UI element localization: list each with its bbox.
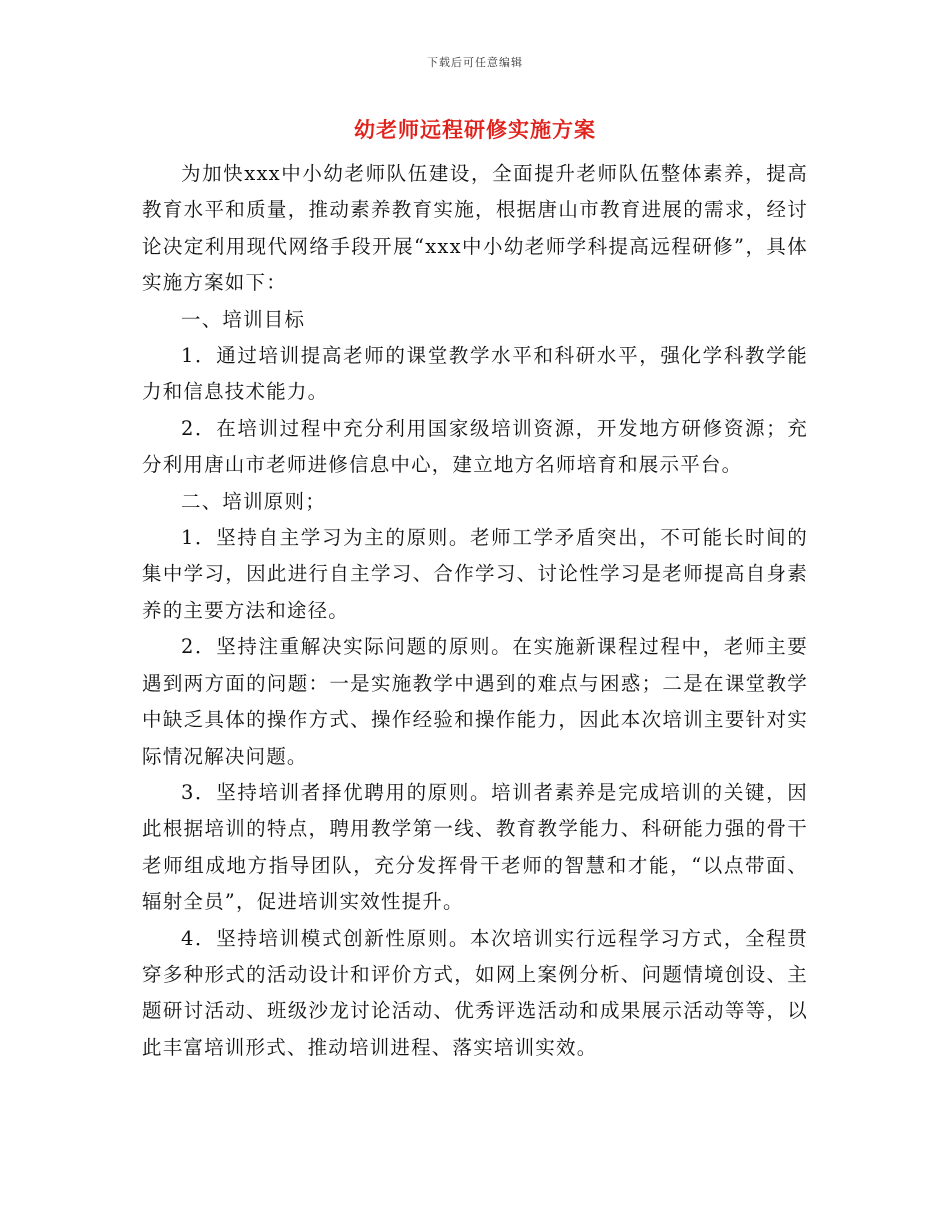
goal-item-2: 2．在培训过程中充分利用国家级培训资源，开发地方研修资源；充分利用唐山市老师进修信息中心，建立地方名师培育和展示平台。 bbox=[142, 416, 808, 477]
principle-item-4: 4．坚持培训模式创新性原则。本次培训实行远程学习方式，全程贯穿多种形式的活动设计和评价方式，如网上案例分析、问题情境创设、主题研讨活动、班级沙龙讨论活动、优秀评选活动和成果展示活动等等，以此丰富培训形式、推动培训进程、落实培训实效。 bbox=[142, 926, 808, 1059]
goal-item-1: 1．通过培训提高老师的课堂教学水平和科研水平，强化学科教学能力和信息技术能力。 bbox=[142, 344, 808, 404]
intro-paragraph: 为加快xxx中小幼老师队伍建设，全面提升老师队伍整体素养，提高教育水平和质量，推动素养教育实施，根据唐山市教育进展的需求，经讨论决定利用现代网络手段开展“xxx中小幼老师学科提高远程研修”，具体实施方案如下： bbox=[142, 162, 808, 295]
document-title: 幼老师远程研修实施方案 bbox=[354, 117, 596, 142]
header-note: 下载后可任意编辑 bbox=[427, 56, 523, 69]
principle-item-1: 1．坚持自主学习为主的原则。老师工学矛盾突出，不可能长时间的集中学习，因此进行自主学习、合作学习、讨论性学习是老师提高自身素养的主要方法和途径。 bbox=[142, 526, 808, 622]
principle-item-3: 3．坚持培训者择优聘用的原则。培训者素养是完成培训的关键，因此根据培训的特点，聘用教学第一线、教育教学能力、科研能力强的骨干老师组成地方指导团队，充分发挥骨干老师的智慧和才能，“以点带面、辐射全员”，促进培训实效性提升。 bbox=[142, 780, 808, 914]
section-heading-principles: 二、培训原则； bbox=[181, 489, 326, 513]
principle-item-2: 2．坚持注重解决实际问题的原则。在实施新课程过程中，老师主要遇到两方面的问题：一是实施教学中遇到的难点与困惑；二是在课堂教学中缺乏具体的操作方式、操作经验和操作能力，因此本次培训主要针对实际情况解决问题。 bbox=[142, 635, 808, 768]
document-body bbox=[142, 156, 808, 1066]
section-heading-goals: 一、培训目标 bbox=[181, 307, 306, 331]
